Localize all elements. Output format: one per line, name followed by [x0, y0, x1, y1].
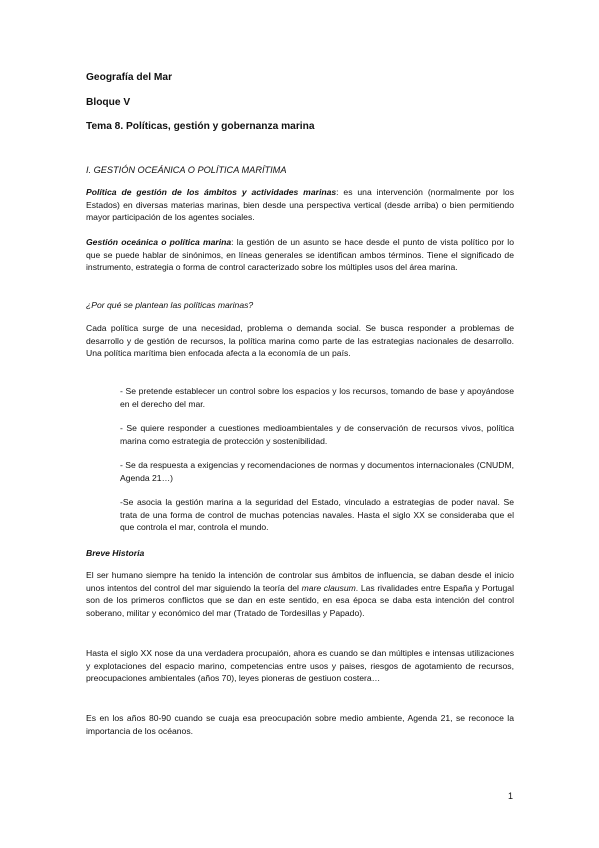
paragraph-5: Hasta el siglo XX nose da una verdadera procupaión, ahora es cuando se dan múltiples e intensas utilizaciones y explotaciones del espacio marino, competencias entre usos y paises, riesgos de agotamiento de recursos, preocupaciones ambientales (años 70), leyes pioneras de gestiuon costera… — [86, 648, 514, 684]
question-heading: ¿Por qué se plantean las políticas marinas? — [86, 300, 254, 310]
p4-before: El ser humano siempre ha tenido la intención de controlar sus ámbitos de influencia, se daban desde el inicio unos intentos del control del mar siguiendo la teoría del — [86, 570, 514, 593]
history-heading: Breve Historia — [86, 548, 145, 558]
section-title: I. GESTIÓN OCEÁNICA O POLÍTICA MARÍTIMA — [86, 165, 287, 175]
p4-italic-term: mare clausum — [301, 582, 356, 593]
course-title: Geografía del Mar — [86, 72, 173, 83]
bullet-4: -Se asocia la gestión marina a la seguridad del Estado, vinculado a estrategias de poder naval. Se trata de una forma de control de muchas potencias navales. Hasta el siglo XX se consideraba que el que controla el mar, controla el mundo. — [120, 497, 514, 533]
paragraph-definition-2 — [86, 236, 514, 274]
paragraph-4 — [86, 569, 514, 619]
definition-2: : la gestión de un asunto se hace desde el punto de vista político por lo que se puede hablar de sinónimos, en líneas generales se identifican ambos términos. Tiene el significado de instrumento, estrategia o forma de control caracterizado sobre los múltiples usos del área marina. — [86, 237, 514, 273]
paragraph-3: Cada política surge de una necesidad, problema o demanda social. Se busca responder a problemas de desarrollo y de gestión de recursos, la política marina como parte de las estrategias nacionales de desarrollo. Una política marítima bien enfocada afecta a la economía de un país. — [86, 323, 514, 359]
block-title: Bloque V — [86, 97, 131, 108]
p4-after: . Las rivalidades entre España y Portugal son de los primeros conflictos que se dan en este sentido, en esa época se daba esta intención del control soberano, militar y económico del mar (Tratado de Tordesillas y Papado). — [86, 582, 514, 618]
definition-1: : es una intervención (normalmente por los Estados) en diversas materias marinas, bien desde una perspectiva vertical (desde arriba) o bien permitiendo mayor participación de los agentes sociales. — [86, 187, 515, 223]
paragraph-definition-1 — [86, 186, 514, 224]
term-1: Política de gestión de los ámbitos y actividades marinas — [86, 187, 337, 197]
bullet-3: - Se da respuesta a exigencias y recomendaciones de normas y documentos internacionales (CNUDM, Agenda 21…) — [120, 460, 514, 483]
paragraph-6: Es en los años 80-90 cuando se cuaja esa preocupación sobre medio ambiente, Agenda 21, se reconoce la importancia de los océanos. — [86, 713, 514, 736]
page-number: 1 — [508, 791, 514, 801]
bullet-2: - Se quiere responder a cuestiones medioambientales y de conservación de recursos vivos, política marina como estrategia de protección y sostenibilidad. — [120, 423, 514, 446]
bullet-1: - Se pretende establecer un control sobre los espacios y los recursos, tomando de base y apoyándose en el derecho del mar. — [120, 386, 514, 409]
term-2: Gestión oceánica o política marina — [86, 237, 232, 247]
topic-title: Tema 8. Políticas, gestión y gobernanza marina — [86, 121, 315, 132]
